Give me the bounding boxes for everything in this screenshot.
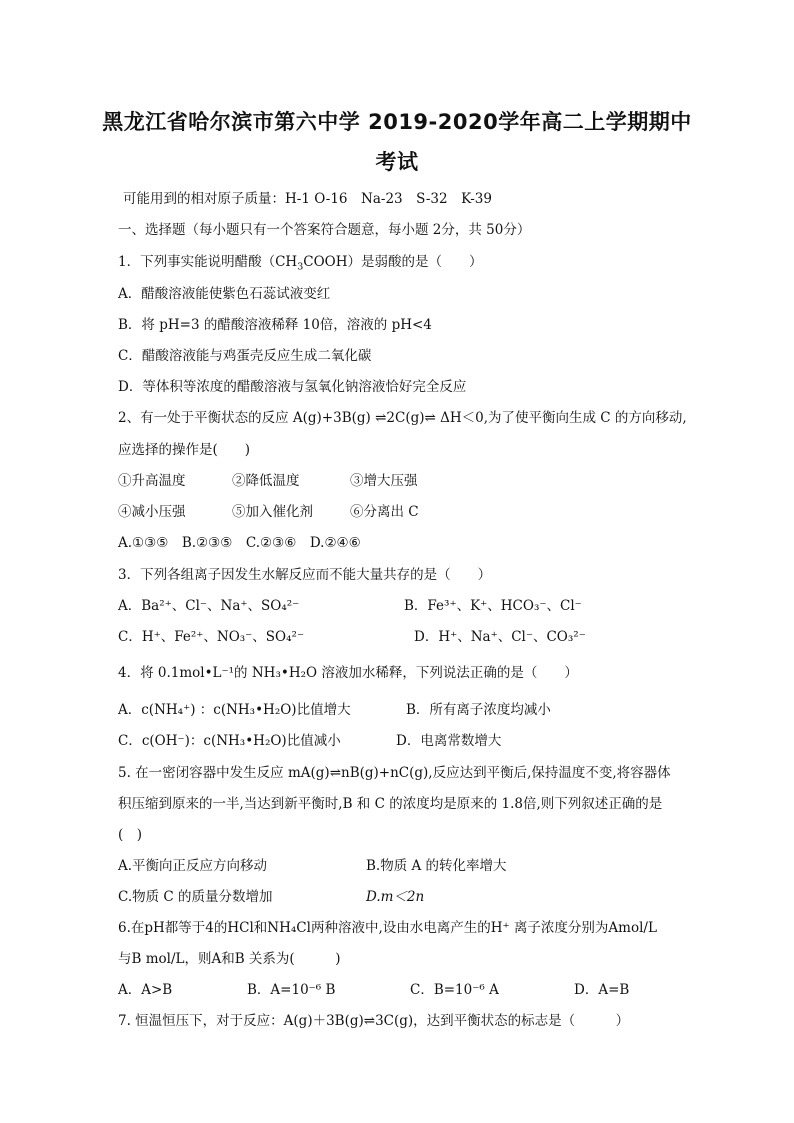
question-2-item-4: ④减小压强 (118, 504, 186, 520)
question-4-option-a: A．c(NH₄⁺) ：c(NH₃•H₂O)比值增大 (118, 702, 351, 718)
document-title-line-2: 考试 (375, 150, 419, 174)
question-5-option-a: A.平衡向正反应方向移动 (118, 858, 268, 874)
question-2-stem-line-1: 2、有一处于平衡状态的反应 A(g)+3B(g) ⇌2C(g)⇌ ΔH＜0,为了使平衡向生成 C 的方向移动, (118, 410, 687, 426)
question-4-stem: 4．将 0.1mol•L⁻¹的 NH₃•H₂O 溶液加水稀释，下列说法正确的是（ ） (118, 665, 578, 681)
question-5-stem-line-3: ( ) (118, 827, 143, 843)
question-4-option-d: D．电离常数增大 (396, 733, 502, 749)
question-1-option-c: C．醋酸溶液能与鸡蛋壳反应生成二氧化碳 (118, 348, 372, 364)
question-2-item-1: ①升高温度 (118, 473, 186, 489)
question-4-option-b: B．所有离子浓度均减小 (406, 702, 551, 718)
question-6-option-a: A．A>B (118, 982, 173, 998)
question-3-option-c: C．H⁺、Fe²⁺、NO₃⁻、SO₄²⁻ (118, 629, 305, 645)
question-1-option-b: B．将 pH=3 的醋酸溶液稀释 10倍，溶液的 pH<4 (118, 317, 432, 333)
question-3-option-a: A．Ba²⁺、Cl⁻、Na⁺、SO₄²⁻ (118, 598, 300, 614)
question-6-stem-line-1: 6.在pH都等于4的HCl和NH₄Cl两种溶液中,设由水电离产生的H⁺ 离子浓度分别为Amol/L (118, 920, 657, 936)
question-5-option-d: D.m＜2n (366, 889, 425, 905)
question-3-option-d: D．H⁺、Na⁺、Cl⁻、CO₃²⁻ (414, 629, 586, 645)
question-1-option-d: D．等体积等浓度的醋酸溶液与氢氧化钠溶液恰好完全反应 (118, 379, 467, 395)
question-2-item-2: ②降低温度 (232, 473, 300, 489)
question-6-stem-line-2: 与B mol/L，则A和B 关系为( ) (118, 951, 341, 967)
q1-stem-pre: 1．下列事实能说明醋酸（CH (118, 254, 298, 270)
question-2-item-3: ③增大压强 (350, 473, 418, 489)
question-5-option-c: C.物质 C 的质量分数增加 (118, 889, 273, 905)
question-1-stem (118, 250, 483, 273)
q1-stem-post: COOH）是弱酸的是（ ） (303, 254, 483, 270)
section-heading: 一、选择题（每小题只有一个答案符合题意，每小题 2分，共 50分） (118, 222, 531, 238)
q1-stem-sub: 3 (297, 261, 304, 273)
question-5-option-b: B.物质 A 的转化率增大 (366, 858, 507, 874)
document-title-line-1: 黑龙江省哈尔滨市第六中学 2019-2020学年高二上学期期中 (102, 110, 692, 134)
question-5-stem-line-2: 积压缩到原来的一半,当达到新平衡时,B 和 C 的浓度均是原来的 1.8倍,则下列叙述正确的是 (118, 796, 663, 812)
question-6-option-b: B．A=10⁻⁶ B (247, 982, 336, 998)
question-4-option-c: C．c(OH⁻)：c(NH₃•H₂O)比值减小 (118, 733, 341, 749)
question-6-option-c: C．B=10⁻⁶ A (410, 982, 499, 998)
question-2-item-5: ⑤加入催化剂 (232, 504, 313, 520)
question-1-option-a: A．醋酸溶液能使紫色石蕊试液变红 (118, 286, 331, 302)
question-2-stem-line-2: 应选择的操作是( ) (118, 442, 251, 458)
question-2-item-6: ⑥分离出 C (350, 504, 419, 520)
question-3-option-b: B．Fe³⁺、K⁺、HCO₃⁻、Cl⁻ (404, 598, 582, 614)
question-3-stem: 3．下列各组离子因发生水解反应而不能大量共存的是（ ） (118, 567, 492, 583)
question-7-stem: 7. 恒温恒压下，对于反应：A(g)＋3B(g)⇌3C(g)，达到平衡状态的标志是（ ） (118, 1013, 630, 1029)
question-6-option-d: D．A=B (574, 982, 630, 998)
question-2-choices: A.①③⑤ B.②③⑤ C.②③⑥ D.②④⑥ (118, 535, 361, 551)
question-5-stem-line-1: 5. 在一密闭容器中发生反应 mA(g)⇌nB(g)+nC(g),反应达到平衡后,保持温度不变,将容器体 (118, 765, 671, 781)
relative-atomic-mass-note: 可能用到的相对原子质量：H-1 O-16 Na-23 S-32 K-39 (123, 191, 492, 207)
